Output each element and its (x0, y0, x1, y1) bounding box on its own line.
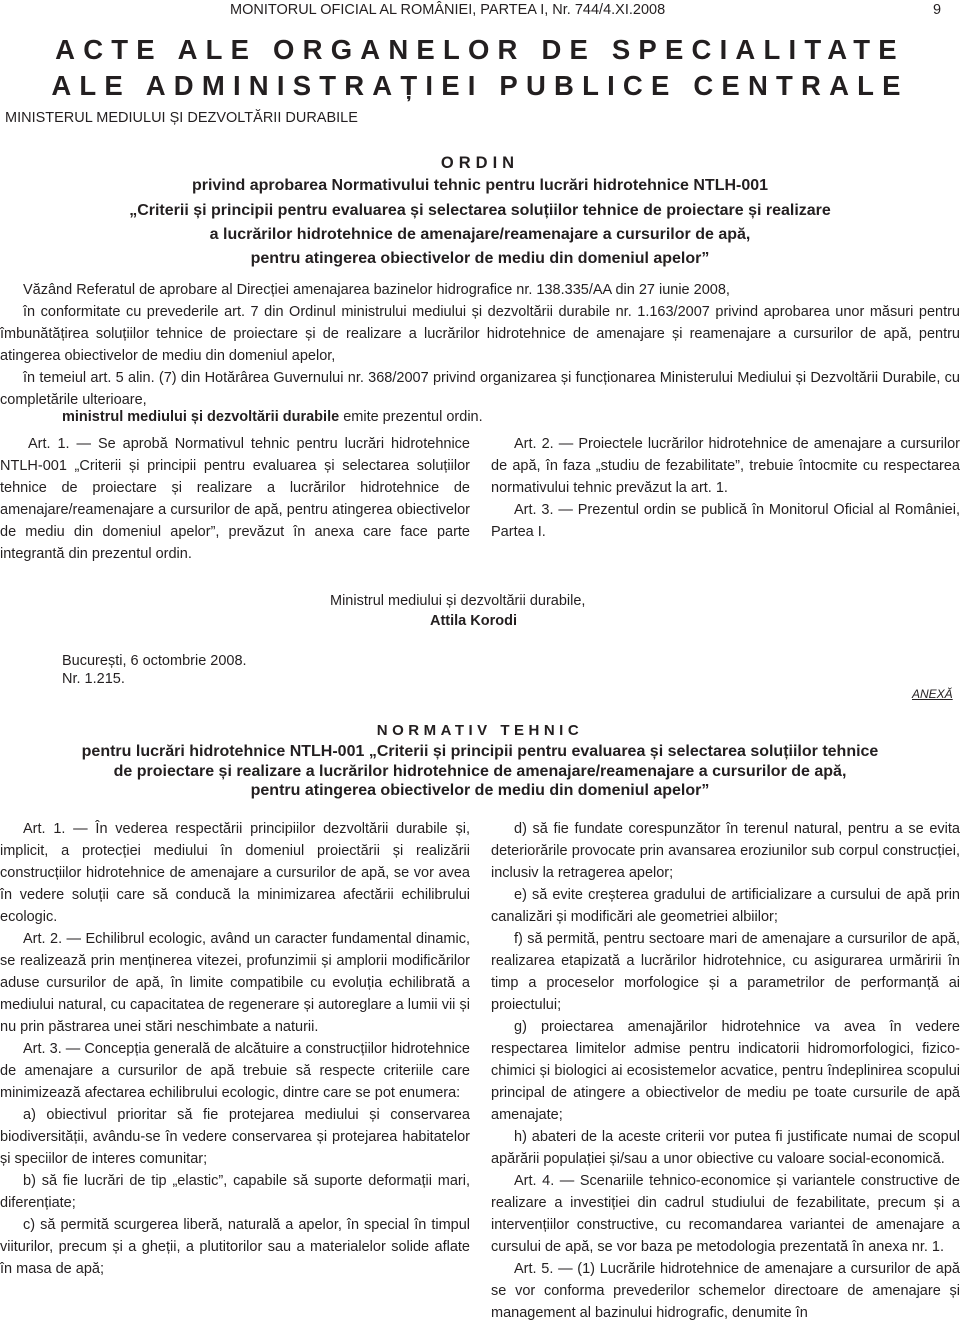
annex-left-p4: a) obiectivul prioritar să fie protejarea mediului și conservarea biodiversității, avându-se în vedere conservarea și protejarea habitatelor și speciilor de interes comunitar; (0, 1107, 470, 1167)
art2-text: — Proiectele lucrărilor hidrotehnice de amenajare a cursurilor de apă, în faza „studiu de fezabilitate”, trebuie întocmite cu respectarea normativului tehnic prevăzut la art. 1. (491, 436, 960, 496)
annex-left-p2: Art. 2. — Echilibrul ecologic, având un caracter fundamental dinamic, se realizează prin menținerea vitezei, profunzimii și amplorii modificărilor aduse cursurilor de apă, în limite compatibile cu evoluția echilibrată a mediului natural, cu capacitatea de regenerare și autoreglare a lumii vii și nu prin păstrarea unei stări neschimbate a naturii. (0, 931, 470, 1035)
ordin-art1 (0, 433, 470, 565)
ordin-title-line2: „Criterii și principii pentru evaluarea și selectarea soluțiilor tehnice de proiectare și realizare (129, 202, 831, 219)
issuer-line (62, 406, 483, 428)
signature-title: Ministrul mediului și dezvoltării durabile, (330, 593, 586, 609)
art3-label: Art. 3. (514, 502, 554, 518)
ordin-title-line3: a lucrărilor hidrotehnice de amenajare/reamenajare a cursurilor de apă, (209, 226, 751, 243)
section-title-line1: ACTE ALE ORGANELOR DE SPECIALITATE (55, 34, 905, 65)
annex-left-p6: c) să permită scurgerea liberă, naturală a apelor, în special în timpul viiturilor, precum și a ghețiі, a plutitorilor sau a materialelor solide aflate în masa de apă; (0, 1217, 470, 1277)
annex-left-p1: Art. 1. — În vederea respectării principiilor dezvoltării durabile și, implicit, a protecției mediului în domeniul proiectării și realizării construcțiilor hidrotehnice de amenajare a cursurilor de apă, se vor avea în vedere soluții care să conducă la minimizarea afectării echilibrului ecologic. (0, 821, 470, 925)
preamble-line1: Văzând Referatul de aprobare al Direcției amenajarea bazinelor hidrografice nr. 138.335/AA din 27 iunie 2008, (23, 282, 730, 298)
signature-name: Attila Korodi (430, 613, 517, 629)
annex-right-p5: h) abaterі de la aceste criterii vor putea fi justificate numai de scopul apărării populației și/sau a unor obiective cu valoare social-economică. (491, 1129, 960, 1167)
issuer-bold: ministrul mediului și dezvoltării durabile (62, 409, 340, 425)
ministry-name: MINISTERUL MEDIULUI ȘI DEZVOLTĂRII DURABILE (5, 110, 358, 126)
art1-label: Art. 1. (28, 436, 70, 452)
annex-left-p5: b) să fie lucrări de tip „elastic”, capabile să suporte deformații mari, diferențiate; (0, 1173, 470, 1211)
annex-left-p3: Art. 3. — Concepția generală de alcătuire a construcțiilor hidrotehnice de amenajare a cursurilor de apă trebuie să respecte criteriile care minimizează afectarea echilibrului ecologic, dintre care se pot enumera: (0, 1041, 470, 1101)
annex-label: ANEXĂ (912, 687, 953, 701)
annex-title-line1: pentru lucrări hidrotehnice NTLH-001 „Criterii și principii pentru evaluarea și selectarea soluțiilor tehnice (81, 743, 879, 760)
publication-header: MONITORUL OFICIAL AL ROMÂNIEI, PARTEA I, Nr. 744/4.XI.2008 (230, 2, 666, 18)
art3-text: — Prezentul ordin se publică în Monitorul Oficial al României, Partea I. (491, 502, 960, 540)
section-title-line2: ALE ADMINISTRAȚIEI PUBLICE CENTRALE (51, 70, 909, 101)
issuer-rest: emite prezentul ordin. (339, 409, 483, 425)
annex-right-p4: g) proiectarea amenajărilor hidrotehnice va avea în vedere respectarea limitelor admise pentru indicatorii hidromorfologici, fizico-chimici și biologici ai ecosistemelor acvatice, pentru îndeplinirea scopului principal de atingere a obiectivelor de mediu pe toate cursurile de apă amenajate; (491, 1019, 960, 1123)
annex-right-p1: d) să fie fundate corespunzător în terenul natural, pentru a se evita deteriorările provocate prin avansarea eroziunilor sub corpul construcției, inclusiv la retragerea apelor; (491, 821, 960, 881)
annex-right-p3: f) să permită, pentru sectoare mari de amenajare a cursurilor de apă, realizarea etapizată a lucrărilor hidrotehnice, cu asigurarea urmăririi în timp a proceselor morfologice și a parametrilor de performanță ai proiectului; (491, 931, 960, 1013)
page-number: 9 (933, 2, 942, 18)
place-date: București, 6 octombrie 2008. (62, 653, 247, 669)
preamble-line3: în temeiul art. 5 alin. (7) din Hotărârea Guvernului nr. 368/2007 privind organizarea și funcționarea Ministerului Mediului și Dezvoltării Durabile, cu completările ulterioare, (0, 370, 960, 408)
ordin-title-line4: pentru atingerea obiectivelor de mediu din domeniul apelor” (250, 250, 710, 267)
ordin-art2-3 (491, 433, 960, 543)
annex-left-column (0, 818, 470, 1280)
preamble (0, 279, 960, 411)
annex-right-column (491, 818, 960, 1324)
annex-heading: NORMATIV TEHNIC (376, 722, 584, 739)
annex-right-p6: Art. 4. — Scenariile tehnico-economice și variantele constructive de realizare a investiției din cadrul studiului de fezabilitate, precum și a intervențiilor constructive, cu recomandarea variantei de amenajare a cursului de apă, se vor baza pe metodologia prezentată în anexa nr. 1. (491, 1173, 960, 1255)
preamble-line2: în conformitate cu prevederile art. 7 din Ordinul ministrului mediului și dezvoltării durabile nr. 1.163/2007 privind aprobarea unor măsuri pentru îmbunătățirea soluțiilor tehnice de proiectare și de realizare a lucrărilor hidrotehnice de amenajare și reamenajare a cursurilor de apă, pentru atingerea obiectivelor de mediu din domeniul apelor, (0, 304, 960, 364)
ordin-number: Nr. 1.215. (62, 671, 125, 687)
annex-right-p2: e) să evite creșterea gradului de artificializare a cursului de apă prin canalizări și modificări ale geometriei albiilor; (491, 887, 960, 925)
art1-text: — Se aprobă Normativul tehnic pentru lucrări hidrotehnice NTLH-001 „Criterii și principii pentru evaluarea și selectarea soluțiilor tehnice de proiectare și realizare a lucrărilor hidrotehnice de amenajare/reamenajare a cursurilor de apă, pentru atingerea obiectivelor de mediu din domeniul apelor”, prevăzut în anexa care face parte integrantă din prezentul ordin. (0, 436, 471, 562)
annex-right-p7: Art. 5. — (1) Lucrările hidrotehnice de amenajare a cursurilor de apă se vor conforma prevederilor schemelor directoare de amenajare și management al bazinului hidrografic, denumite în (491, 1261, 960, 1321)
annex-title-line3: pentru atingerea obiectivelor de mediu din domeniul apelor” (250, 782, 710, 799)
annex-title-line2: de proiectare și realizare a lucrărilor hidrotehnice de amenajare/reamenajare a cursurilor de apă, (113, 763, 847, 780)
ordin-heading: ORDIN (440, 154, 520, 172)
art2-label: Art. 2. (514, 436, 554, 452)
ordin-title-line1: privind aprobarea Normativului tehnic pentru lucrări hidrotehnice NTLH-001 (191, 177, 769, 194)
